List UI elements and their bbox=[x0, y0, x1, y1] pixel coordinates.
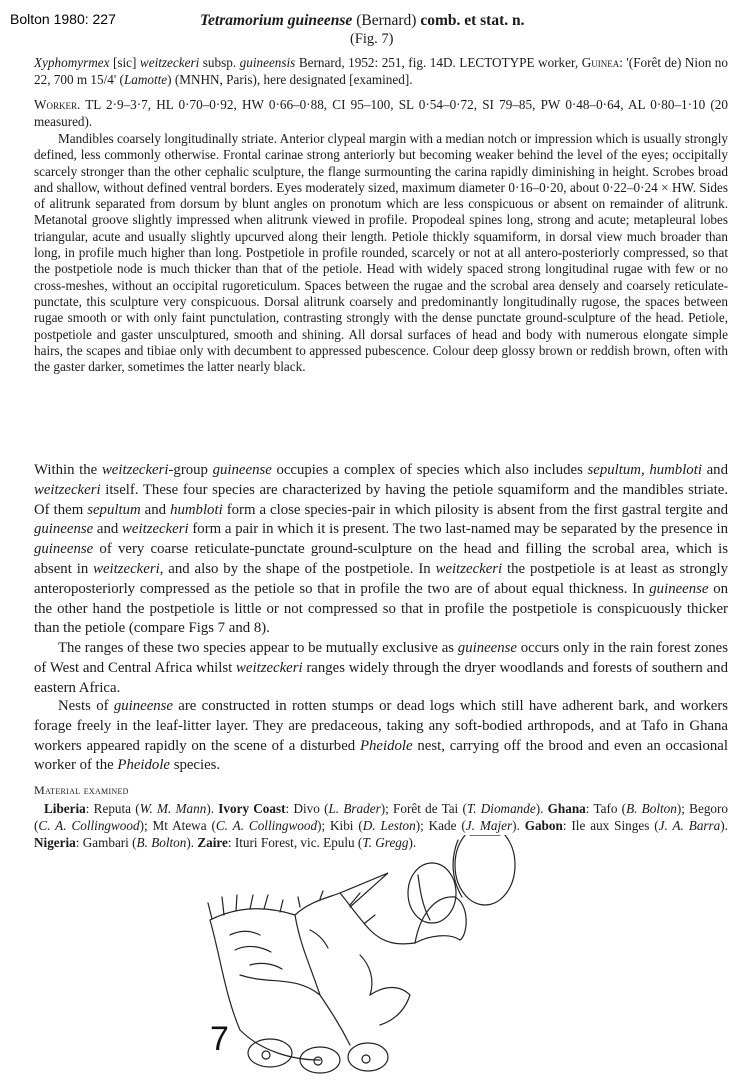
figure-reference: (Fig. 7) bbox=[350, 31, 394, 47]
taxon-name: Pheidole bbox=[117, 757, 170, 774]
source-tag: Bolton 1980: 227 bbox=[10, 11, 116, 27]
collector: C. A. Collingwood bbox=[215, 818, 318, 833]
taxon-name: weitzeckeri bbox=[34, 481, 101, 498]
syn-sic: [sic] bbox=[109, 55, 140, 70]
collector: W. M. Mann bbox=[139, 801, 207, 816]
material-examined: Liberia: Reputa (W. M. Mann). Ivory Coast: Divo (L. Brader); Forêt de Tai (T. Diomande). Ghana: Tafo (B. Bolton); Begoro (C. A. Collingwood); Mt Atewa (C. A. Collingwood); Kibi (D. Leston); Kade (J. Majer). Gabon: Ile aux Singes (J. A. Barra). Nigeria: Gambari (B. Bolton). Zaire: Ituri Forest, vic. Epulu (T. Gregg). bbox=[34, 801, 728, 850]
taxon-name: guineense bbox=[649, 580, 709, 597]
country: Nigeria bbox=[34, 835, 76, 850]
material-heading: Material examined bbox=[34, 783, 129, 797]
biology-paragraph: Nests of guineense are constructed in rotten stumps or dead logs which still have adherent bark, and workers forage freely in the leaf-litter layer. They are predaceous, taking any soft-bodied arthropods, and at Tafo in Ghana workers appeared rapidly on the scene of a disturbed Pheidole nest, carrying off the brood and even an occasional worker of the Pheidole species. bbox=[34, 698, 729, 774]
taxon-name: guineense bbox=[113, 698, 173, 714]
taxon-name: sepultum bbox=[87, 501, 141, 518]
syn-guinea: Guinea bbox=[581, 55, 620, 70]
discussion-paragraph-1: Within the weitzeckeri-group guineense occupies a complex of species which also includes sepultum, humbloti and weitzeckeri itself. These four species are characterized by having the petiole squamiform and the mandibles striate. Of them sepultum and humbloti form a close species-pair in which pilosity is absent from the first gastral tergite and guineense and weitzeckeri form a pair in which it is present. The two last-named may be separated by the presence in guineense of very coarse reticulate-punctate ground-sculpture on the head and filling the scrobal area, which is absent in weitzeckeri, and also by the shape of the postpetiole. In weitzeckeri the postpetiole is at least as strongly anteroposteriorly compressed as the petiole so that in profile the two are of about equal thickness. In guineense on the other hand the postpetiole is little or not compressed so that in profile the postpetiole is conspicuously thicker than the petiole (compare Figs 7 and 8). bbox=[34, 462, 728, 637]
taxon-name: weitzeckeri bbox=[236, 659, 303, 676]
ant-profile-drawing bbox=[200, 835, 560, 1085]
title-authority: (Bernard) bbox=[352, 12, 421, 29]
syn-species: weitzeckeri bbox=[139, 55, 200, 70]
taxon-name: guineense bbox=[457, 640, 517, 656]
collector: J. A. Barra bbox=[658, 818, 721, 833]
collector: L. Brader bbox=[328, 801, 381, 816]
collector: T. Diomande bbox=[466, 801, 536, 816]
collector: D. Leston bbox=[362, 818, 416, 833]
country: Ivory Coast bbox=[218, 801, 286, 816]
worker-label: Worker bbox=[34, 97, 77, 112]
taxon-name: weitzeckeri bbox=[93, 560, 160, 577]
figure-number: 7 bbox=[210, 1020, 229, 1058]
collector: B. Bolton bbox=[136, 835, 187, 850]
country: Gabon bbox=[524, 818, 563, 833]
syn-locality: : '(Forêt de) Nion no 22, 700 m 15/4' ( bbox=[34, 55, 728, 87]
species-title bbox=[200, 12, 525, 30]
syn-rest: ) (MNHN, Paris), here designated [examined]. bbox=[167, 72, 413, 87]
taxon-name: weitzeckeri bbox=[101, 462, 169, 478]
taxon-name: guineense bbox=[34, 521, 94, 538]
collector: C. A. Collingwood bbox=[38, 818, 140, 833]
collector: T. Gregg bbox=[362, 835, 409, 850]
worker-description: Mandibles coarsely longitudinally striate. Anterior clypeal margin with a median notch or impression which is usually strongly defined, less commonly otherwise. Frontal carinae strong anteriorly but becoming weaker behind the level of the eyes; occipitally scarcely stronger than the other cephalic sculpture, the flange surmounting the carina rapidly diminishing in height. Scrobes broad and shallow, without defined ventral borders. Eyes moderately sized, maximum diameter 0·16–0·20, about 0·22–0·24 × HW. Sides of alitrunk separated from dorsum by blunt angles on pronotum which are less conspicuous or absent on remainder of alitrunk. Metanotal groove slightly impressed when alitrunk viewed in profile. Propodeal spines long, strong and acute; metapleural lobes triangular, acute and usually slightly upcurved along their length. Petiole thickly squamiform, in dorsal view much broader than long, in profile much higher than long. Postpetiole in profile rounded, scarcely or not at all antero-posteriorly compressed, so that the postpetiole node is much thicker than that of the petiole. Head with widely spaced strong longitudinal rugae with few or no cross-meshes, without an occipital rugoreticulum. Spaces between the rugae and the scrobal area densely and coarsely reticulate-punctate, this sculpture very conspicuous. Dorsal alitrunk coarsely and predominantly longitudinally rugose, the spaces between rugae smooth or with only faint punctulation, contrasting strongly with the dense punctate ground-sculpture of the head. Petiole, postpetiole and gaster unsculptured, smooth and shining. All dorsal surfaces of head and body with numerous elongate simple hairs, the scapes and tibiae only with decumbent to appressed pubescence. Colour deep glossy brown or reddish brown, often with the gaster darker, sometimes the latter nearly black. bbox=[34, 131, 728, 375]
taxon-name: sepultum, humbloti bbox=[587, 462, 702, 478]
taxon-name: guineense bbox=[212, 462, 272, 478]
country: Liberia bbox=[44, 801, 86, 816]
country: Ghana bbox=[547, 801, 586, 816]
collector: J. Majer bbox=[465, 818, 513, 833]
syn-collector: Lamotte bbox=[123, 72, 168, 87]
taxon-name: weitzeckeri bbox=[435, 560, 503, 577]
syn-subspecies: guineensis bbox=[239, 55, 296, 70]
country: Zaire bbox=[197, 835, 228, 850]
syn-citation: Bernard, 1952: 251, fig. 14D. LECTOTYPE worker, bbox=[295, 55, 579, 70]
worker-values: . TL 2·9–3·7, HL 0·70–0·92, HW 0·66–0·88, CI 95–100, SL 0·54–0·72, SI 79–85, PW 0·48–0·64, AL 0·80–1·10 (20 measured). bbox=[34, 97, 728, 129]
taxon-name: weitzeckeri bbox=[122, 521, 189, 538]
taxon-name: guineense bbox=[34, 541, 94, 558]
syn-genus: Xyphomyrmex bbox=[34, 55, 110, 70]
collector: B. Bolton bbox=[626, 801, 677, 816]
synonymy-paragraph bbox=[34, 54, 728, 88]
discussion-paragraph-2: The ranges of these two species appear to be mutually exclusive as guineense occurs only in the rain forest zones of West and Central Africa whilst weitzeckeri ranges widely through the dryer woodlands and forests of southern and eastern Africa. bbox=[34, 640, 728, 696]
taxon-name: humbloti bbox=[170, 501, 223, 518]
title-status: comb. et stat. n. bbox=[420, 12, 525, 29]
title-species: Tetramorium guineense bbox=[200, 12, 353, 29]
worker-measurements bbox=[34, 96, 728, 130]
syn-subsp-label: subsp. bbox=[199, 55, 240, 70]
taxon-name: Pheidole bbox=[359, 737, 413, 754]
